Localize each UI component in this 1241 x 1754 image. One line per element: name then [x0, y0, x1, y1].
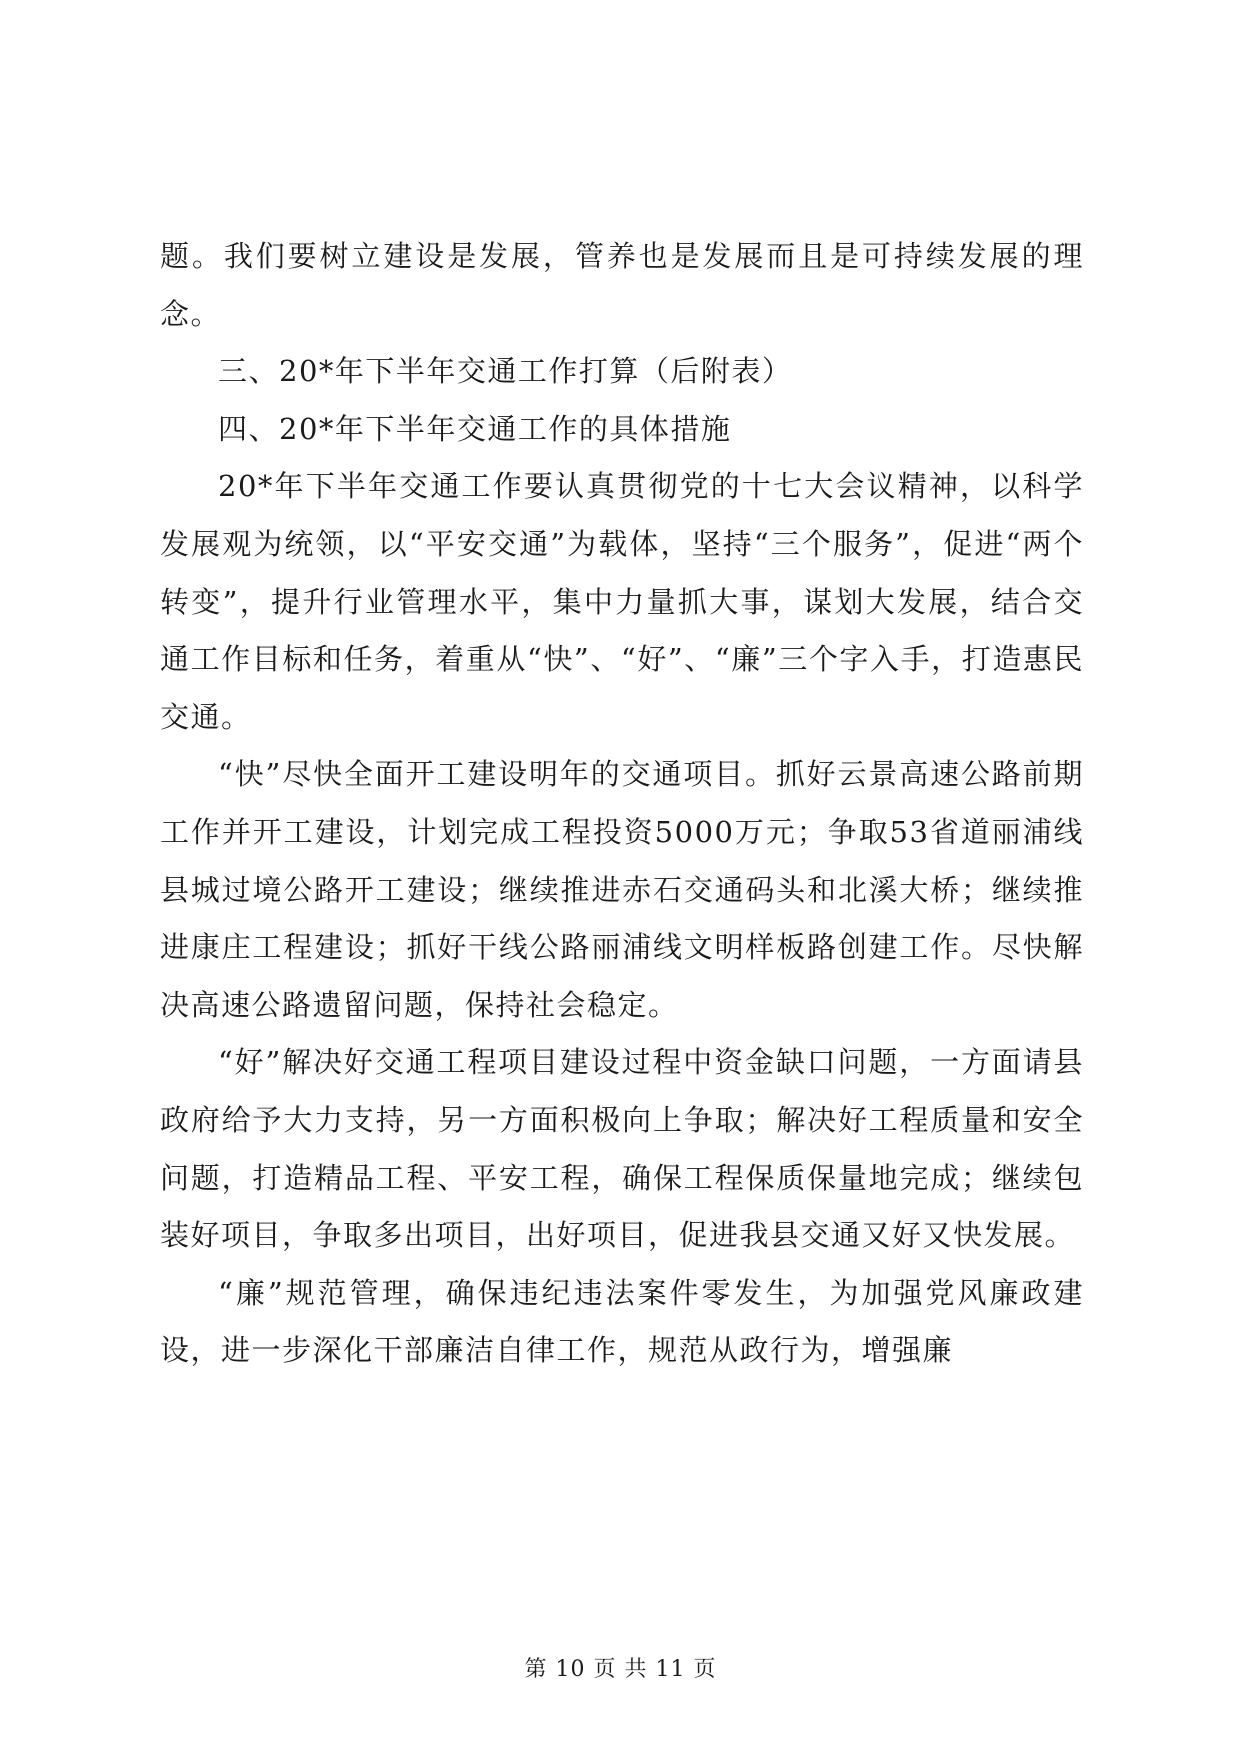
section-heading-measures: 四、20*年下半年交通工作的具体措施 — [218, 411, 732, 446]
paragraph-lian: “廉”规范管理，确保违纪违法案件零发生，为加强党风廉政建设，进一步深化干部廉洁自律工作，规范从政行为，增强廉 — [160, 1275, 1084, 1368]
paragraph-continuation: 题。我们要树立建设是发展，管养也是发展而且是可持续发展的理念。 — [160, 239, 1084, 331]
document-body — [160, 228, 1084, 1380]
paragraph-kuai: “快”尽快全面开工建设明年的交通项目。抓好云景高速公路前期工作并开工建设，计划完成工程投资5000万元；争取53省道丽浦线县城过境公路开工建设；继续推进赤石交通码头和北溪大桥；继续推进康庄工程建设；抓好干线公路丽浦线文明样板路创建工作。尽快解决高速公路遗留问题，保持社会稳定。 — [160, 757, 1084, 1022]
page-number-footer: 第 10 页 共 11 页 — [524, 1657, 717, 1682]
paragraph-overview: 20*年下半年交通工作要认真贯彻党的十七大会议精神，以科学发展观为统领，以“平安交通”为载体，坚持“三个服务”，促进“两个转变”，提升行业管理水平，集中力量抓大事，谋划大发展，结合交通工作目标和任务，着重从“快”、“好”、“廉”三个字入手，打造惠民交通。 — [160, 469, 1084, 734]
section-heading-plan: 三、20*年下半年交通工作打算（后附表） — [218, 354, 793, 389]
paragraph-hao: “好”解决好交通工程项目建设过程中资金缺口问题，一方面请县政府给予大力支持，另一方面积极向上争取；解决好工程质量和安全问题，打造精品工程、平安工程，确保工程保质保量地完成；继续包装好项目，争取多出项目，出好项目，促进我县交通又好又快发展。 — [160, 1045, 1084, 1253]
